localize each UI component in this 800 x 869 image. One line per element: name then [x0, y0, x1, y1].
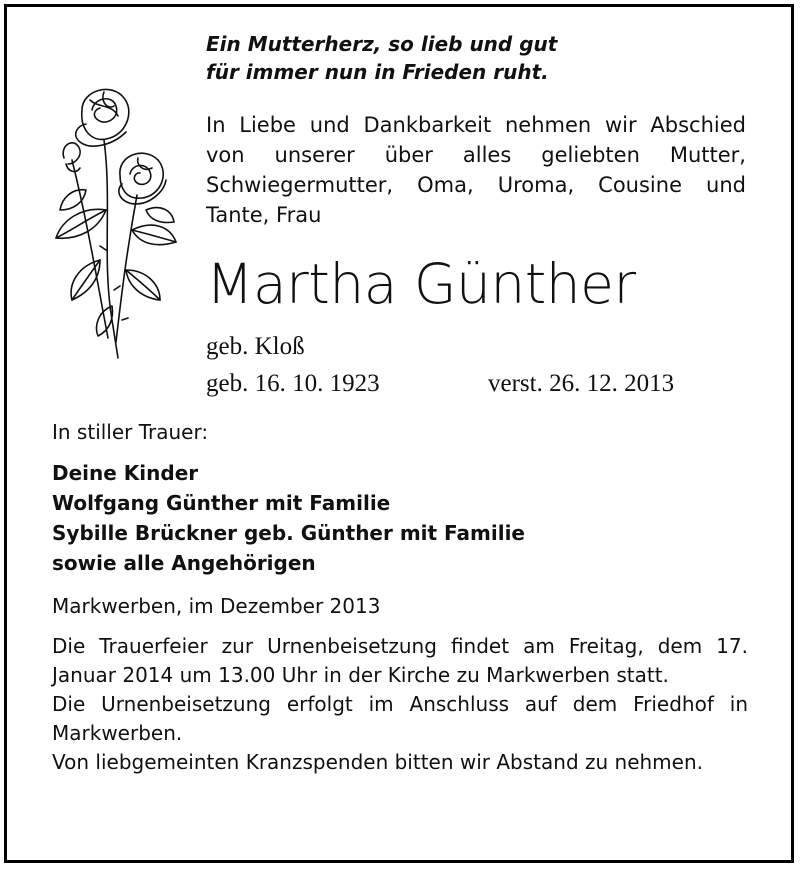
family-list [52, 458, 525, 578]
funeral-note: Von liebgemeinten Kranzspenden bitten wir Abstand zu nehmen. [52, 750, 704, 774]
motto-line-2: für immer nun in Frieden ruht. [206, 60, 549, 84]
intro-text: In Liebe und Dankbarkeit nehmen wir Abschied von unserer über alles geliebten Mutter, Schwiegermutter, Oma, Uroma, Cousine und Tante, Frau [206, 113, 746, 227]
family-line: Deine Kinder [52, 461, 199, 485]
death-date: verst. 26. 12. 2013 [488, 370, 675, 397]
maiden-name: geb. Kloß [206, 333, 305, 360]
family-line: sowie alle Angehörigen [52, 551, 316, 575]
mourners-label: In stiller Trauer: [52, 420, 209, 444]
motto-line-1: Ein Mutterherz, so lieb und gut [206, 32, 558, 56]
place-date: Markwerben, im Dezember 2013 [52, 594, 381, 618]
family-line: Sybille Brückner geb. Günther mit Familie [52, 521, 525, 545]
deceased-name: Martha Günther [206, 252, 636, 316]
birth-date: geb. 16. 10. 1923 [206, 370, 380, 397]
funeral-notes [52, 632, 748, 777]
funeral-note: Die Trauerfeier zur Urnenbeisetzung findet am Freitag, dem 17. Januar 2014 um 13.00 Uhr in der Kirche zu Markwerben statt. [52, 634, 748, 687]
family-line: Wolfgang Günther mit Familie [52, 491, 391, 515]
funeral-note: Die Urnenbeisetzung erfolgt im Anschluss auf dem Friedhof in Markwerben. [52, 692, 748, 745]
motto-verse [206, 30, 766, 86]
rose-icon [42, 80, 182, 365]
